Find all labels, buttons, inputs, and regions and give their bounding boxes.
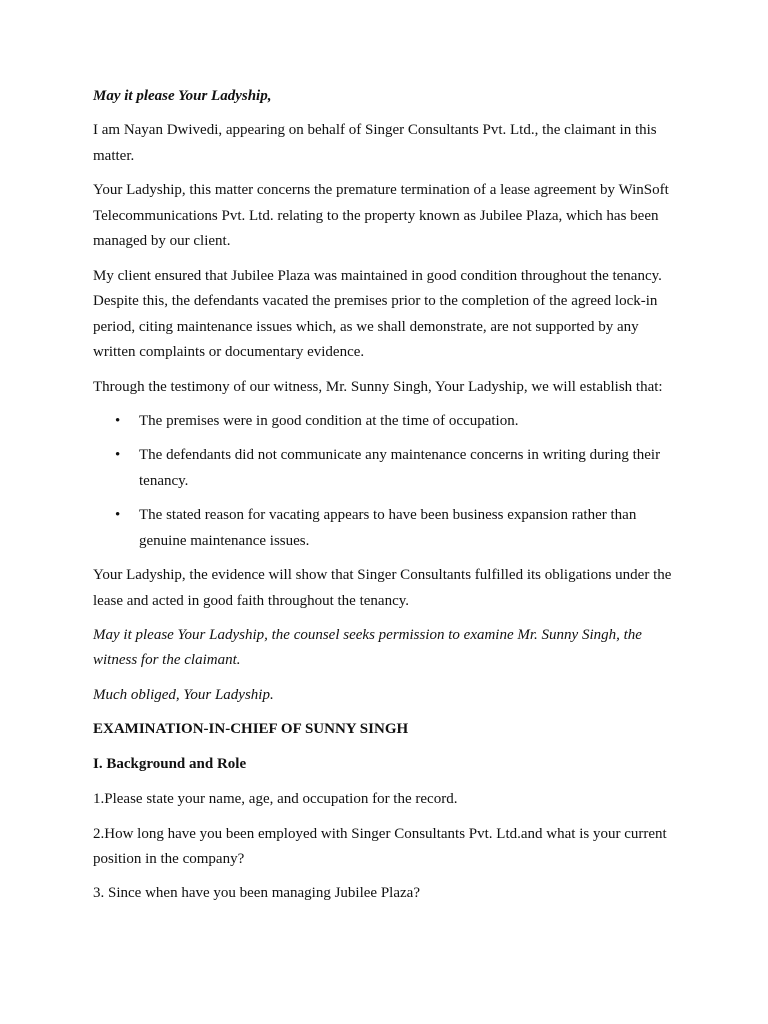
permission-request: May it please Your Ladyship, the counsel seeks permission to examine Mr. Sunny Singh, the witness for the claimant.: [93, 626, 642, 669]
testimony-paragraph: Through the testimony of our witness, Mr. Sunny Singh, Your Ladyship, we will establish that:: [93, 378, 663, 395]
question-item: 1.Please state your name, age, and occupation for the record.: [93, 791, 458, 808]
examination-heading: EXAMINATION-IN-CHIEF OF SUNNY SINGH: [93, 721, 409, 738]
salutation: May it please Your Ladyship,: [93, 88, 272, 104]
closing-paragraph: Your Ladyship, the evidence will show that Singer Consultants fulfilled its obligations under the lease and acted in good faith throughout the tenancy.: [93, 567, 672, 609]
much-obliged: Much obliged, Your Ladyship.: [93, 686, 274, 703]
bullet-item: • The premises were in good condition at the time of occupation.: [139, 409, 683, 435]
bullet-item: • The defendants did not communicate any maintenance concerns in writing during their tenancy.: [139, 443, 683, 494]
maintenance-paragraph: My client ensured that Jubilee Plaza was maintained in good condition throughout the tenancy. Despite this, the defendants vacated the premises prior to the completion of the agreed lock-in period, citing maintenance issues which, as we shall demonstrate, are not supported by any written complaints or documentary evidence.: [93, 267, 662, 361]
document-page: [93, 84, 683, 916]
intro-paragraph: I am Nayan Dwivedi, appearing on behalf of Singer Consultants Pvt. Ltd., the claimant in this matter.: [93, 122, 657, 164]
question-item: 3. Since when have you been managing Jubilee Plaza?: [93, 885, 420, 902]
question-item: 2.How long have you been employed with Singer Consultants Pvt. Ltd.and what is your current position in the company?: [93, 825, 667, 868]
bullet-list: [93, 409, 683, 554]
matter-paragraph: Your Ladyship, this matter concerns the premature termination of a lease agreement by WinSoft Telecommunications Pvt. Ltd. relating to the property known as Jubilee Plaza, which has been managed by our client.: [93, 182, 669, 250]
bullet-item: • The stated reason for vacating appears to have been business expansion rather than genuine maintenance issues.: [139, 503, 683, 554]
section-heading: I. Background and Role: [93, 756, 247, 773]
